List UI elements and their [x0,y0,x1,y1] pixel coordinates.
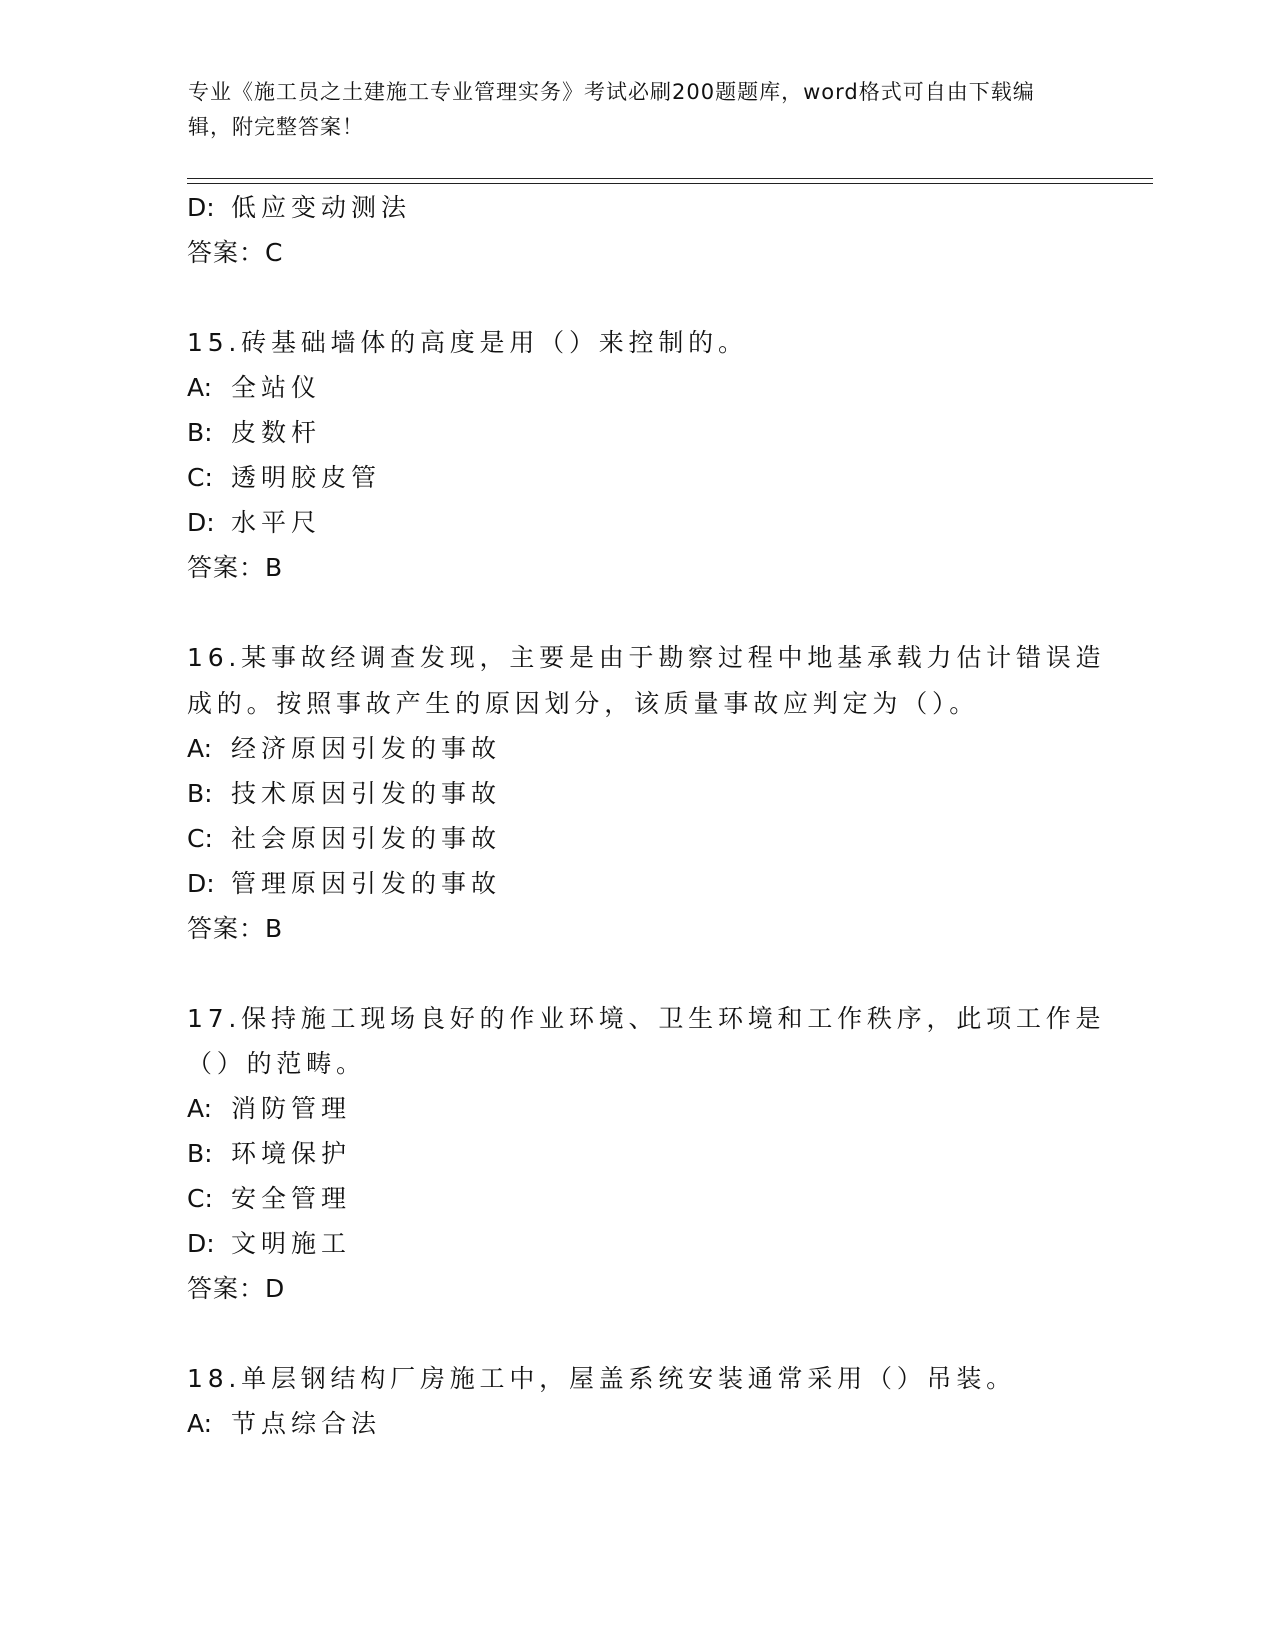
option-prefix: A: [187,373,213,402]
option-text: 安全管理 [231,1184,352,1213]
option-text: 文明施工 [231,1229,352,1258]
question-17-stem-line-2: （）的范畴。 [187,1049,366,1078]
option-text: 水平尺 [231,508,322,537]
option-prefix: D: [187,869,215,898]
question-17-option-c [187,1184,351,1214]
question-16-option-b [187,779,501,809]
question-18-stem: 18.单层钢结构厂房施工中，屋盖系统安装通常采用（）吊装。 [187,1364,1016,1393]
option-text: 皮数杆 [231,418,322,447]
question-15-option-b [187,418,321,448]
option-prefix: D: [187,508,215,537]
option-text: 经济原因引发的事故 [231,734,502,763]
option-prefix: D: [187,1229,215,1258]
question-16-option-a [187,734,501,764]
option-text: 环境保护 [231,1139,352,1168]
header-divider-bottom [187,183,1153,184]
option-text: 节点综合法 [231,1409,382,1438]
option-prefix: A: [187,734,213,763]
question-15-option-a [187,373,321,403]
question-17-option-a [187,1094,351,1124]
question-15-answer: 答案：B [187,553,284,582]
question-17-answer: 答案：D [187,1274,286,1303]
option-text: 全站仪 [231,373,322,402]
option-prefix: B: [187,418,213,447]
option-prefix: A: [187,1094,213,1123]
header-divider-top [187,178,1153,179]
option-prefix: B: [187,1139,213,1168]
question-17-option-b [187,1139,351,1169]
option-prefix: D: [187,193,215,222]
prev-option-d [187,193,411,223]
document-header: 专业《施工员之土建施工专业管理实务》考试必刷200题题库，word格式可自由下载编辑，附完整答案！ [188,80,1035,139]
question-16-stem-line-1: 16.某事故经调查发现，主要是由于勘察过程中地基承载力估计错误造 [187,643,1106,672]
question-15-stem: 15.砖基础墙体的高度是用（）来控制的。 [187,328,748,357]
option-text: 低应变动测法 [231,193,412,222]
question-16-stem-line-2: 成的。按照事故产生的原因划分，该质量事故应判定为（）。 [187,689,980,718]
question-17-option-d [187,1229,351,1259]
question-16-option-c [187,824,501,854]
prev-answer: 答案：C [187,238,284,267]
question-15-option-d [187,508,321,538]
question-17-stem-line-1: 17.保持施工现场良好的作业环境、卫生环境和工作秩序，此项工作是 [187,1004,1106,1033]
option-text: 技术原因引发的事故 [231,779,502,808]
question-16-answer: 答案：B [187,914,284,943]
question-16-option-d [187,869,501,899]
option-prefix: C: [187,1184,213,1213]
option-text: 透明胶皮管 [231,463,382,492]
option-prefix: C: [187,824,213,853]
option-text: 消防管理 [231,1094,352,1123]
option-prefix: C: [187,463,213,492]
option-text: 社会原因引发的事故 [231,824,502,853]
option-prefix: B: [187,779,213,808]
question-18-option-a [187,1409,381,1439]
question-15-option-c [187,463,381,493]
option-prefix: A: [187,1409,213,1438]
option-text: 管理原因引发的事故 [231,869,502,898]
